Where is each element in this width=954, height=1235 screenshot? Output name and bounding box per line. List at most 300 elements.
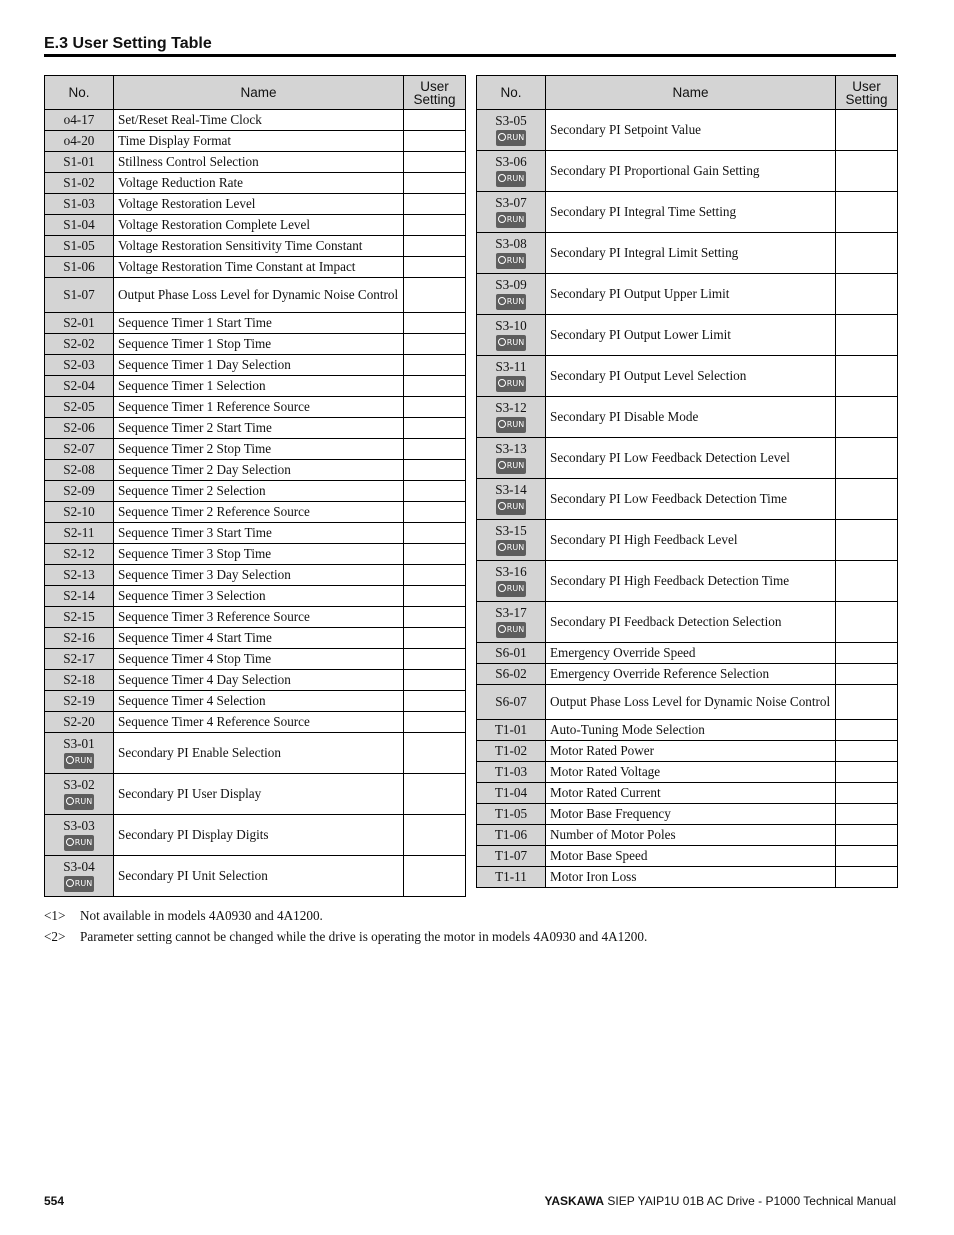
param-number: S2-06 [63,420,95,435]
run-badge-icon [496,171,526,187]
run-badge-icon [64,835,94,851]
column-header-name: Name [114,76,404,110]
param-number: S1-02 [63,175,95,190]
param-number-cell [45,355,114,376]
table-row [477,520,898,561]
param-name: Secondary PI High Feedback Level [546,520,836,561]
param-name: Sequence Timer 1 Selection [114,376,404,397]
param-name: Motor Rated Power [546,741,836,762]
user-setting-cell [404,774,466,815]
user-setting-cell [404,523,466,544]
param-number-cell [477,720,546,741]
user-setting-cell [836,479,898,520]
user-setting-cell [404,152,466,173]
param-number-cell [477,804,546,825]
param-name: Secondary PI Output Upper Limit [546,274,836,315]
param-number-cell [45,313,114,334]
param-number: S6-01 [495,645,527,660]
power-circle-icon [498,420,506,428]
param-number-cell [477,356,546,397]
power-circle-icon [498,338,506,346]
param-number: S1-01 [63,154,95,169]
table-row [45,502,466,523]
param-number-cell [477,783,546,804]
table-row [45,815,466,856]
run-badge-icon [496,335,526,351]
param-number: S2-14 [63,588,95,603]
param-number: T1-02 [494,743,528,758]
table-row [45,439,466,460]
param-name: Secondary PI Low Feedback Detection Level [546,438,836,479]
user-setting-cell [404,313,466,334]
user-setting-cell [836,804,898,825]
param-name: Motor Rated Current [546,783,836,804]
run-badge-icon [64,794,94,810]
param-number-cell [477,825,546,846]
run-badge-icon [496,581,526,597]
manual-name: SIEP YAIP1U 01B AC Drive - P1000 Technical Manual [607,1194,896,1208]
param-name: Sequence Timer 2 Reference Source [114,502,404,523]
param-number-cell [477,192,546,233]
run-badge-label: RUN [506,420,525,429]
run-badge-label: RUN [506,215,525,224]
param-number: S6-02 [495,666,527,681]
param-number-cell [477,867,546,888]
user-setting-cell [836,356,898,397]
param-number: o4-17 [63,112,95,127]
param-number-cell [45,152,114,173]
param-number: S2-16 [63,630,95,645]
user-setting-table-right [476,75,898,888]
param-name: Output Phase Loss Level for Dynamic Noise Control [546,685,836,720]
param-number: S1-06 [63,259,95,274]
run-badge-label: RUN [506,174,525,183]
param-number: S2-15 [63,609,95,624]
param-name: Emergency Override Reference Selection [546,664,836,685]
param-name: Voltage Restoration Level [114,194,404,215]
user-setting-cell [404,712,466,733]
user-setting-cell [404,586,466,607]
table-row [45,774,466,815]
run-badge-label: RUN [506,256,525,265]
param-number-cell [45,481,114,502]
param-name: Sequence Timer 4 Selection [114,691,404,712]
param-number: T1-05 [494,806,528,821]
power-circle-icon [498,297,506,305]
power-circle-icon [498,133,506,141]
param-name: Secondary PI High Feedback Detection Time [546,561,836,602]
run-badge-icon [496,294,526,310]
user-setting-cell [836,762,898,783]
param-number: S2-07 [63,441,95,456]
param-number: S3-10 [495,318,527,333]
table-row [477,720,898,741]
user-setting-cell [836,741,898,762]
user-setting-cell [404,544,466,565]
param-number: S3-16 [495,564,527,579]
param-number: S3-05 [495,113,527,128]
power-circle-icon [498,174,506,182]
run-badge-icon [496,253,526,269]
table-row [45,110,466,131]
user-setting-cell [404,856,466,897]
param-name: Secondary PI Integral Limit Setting [546,233,836,274]
column-header-no: No. [45,76,114,110]
user-setting-cell [404,502,466,523]
param-number-cell [477,315,546,356]
table-row [477,110,898,151]
footnote-tag: <2> [44,929,66,944]
param-name: Secondary PI Output Level Selection [546,356,836,397]
param-name: Secondary PI Output Lower Limit [546,315,836,356]
param-number: S2-18 [63,672,95,687]
run-badge-label: RUN [74,879,93,888]
param-number: T1-03 [494,764,528,779]
user-setting-cell [404,460,466,481]
param-name: Motor Rated Voltage [546,762,836,783]
param-number: S3-06 [495,154,527,169]
param-name: Sequence Timer 1 Start Time [114,313,404,334]
manual-title [544,1194,896,1208]
param-number: S3-17 [495,605,527,620]
param-name: Number of Motor Poles [546,825,836,846]
param-number-cell [477,685,546,720]
param-number-cell [477,151,546,192]
user-setting-cell [404,397,466,418]
user-setting-cell [836,110,898,151]
power-circle-icon [66,838,74,846]
param-number: S2-20 [63,714,95,729]
user-setting-cell [836,664,898,685]
param-name: Sequence Timer 2 Start Time [114,418,404,439]
user-setting-cell [404,173,466,194]
user-setting-cell [404,215,466,236]
table-row [45,355,466,376]
run-badge-icon [64,753,94,769]
run-badge-icon [496,212,526,228]
table-row [45,397,466,418]
param-number: S1-03 [63,196,95,211]
user-setting-table-left [44,75,466,897]
param-name: Output Phase Loss Level for Dynamic Noise Control [114,278,404,313]
user-setting-cell [836,151,898,192]
power-circle-icon [66,879,74,887]
param-number: S2-12 [63,546,95,561]
power-circle-icon [498,502,506,510]
power-circle-icon [498,625,506,633]
table-row [45,586,466,607]
run-badge-label: RUN [506,297,525,306]
table-row [477,479,898,520]
param-number-cell [477,274,546,315]
param-number: T1-01 [494,722,528,737]
param-name: Sequence Timer 1 Day Selection [114,355,404,376]
param-number-cell [45,565,114,586]
user-setting-cell [404,131,466,152]
param-name: Secondary PI Enable Selection [114,733,404,774]
param-number-cell [45,774,114,815]
param-name: Sequence Timer 3 Reference Source [114,607,404,628]
run-badge-label: RUN [506,625,525,634]
user-setting-cell [836,520,898,561]
power-circle-icon [498,543,506,551]
table-row [477,741,898,762]
user-setting-cell [404,278,466,313]
table-row [45,236,466,257]
param-number: S2-10 [63,504,95,519]
user-setting-cell [404,439,466,460]
param-number-cell [45,194,114,215]
run-badge-icon [496,417,526,433]
param-number: S3-13 [495,441,527,456]
param-number: T1-06 [494,827,528,842]
table-row [45,628,466,649]
table-row [45,257,466,278]
param-number: S6-07 [495,694,527,709]
param-number: T1-04 [494,785,528,800]
run-badge-label: RUN [506,461,525,470]
user-setting-cell [404,194,466,215]
user-setting-cell [404,257,466,278]
param-name: Sequence Timer 2 Selection [114,481,404,502]
table-row [45,856,466,897]
user-setting-cell [404,607,466,628]
param-name: Sequence Timer 2 Stop Time [114,439,404,460]
user-setting-cell [404,733,466,774]
table-row [477,356,898,397]
footnotes [44,908,647,950]
param-name: Voltage Restoration Time Constant at Impact [114,257,404,278]
param-number-cell [45,439,114,460]
param-name: Voltage Restoration Complete Level [114,215,404,236]
param-number-cell [45,712,114,733]
param-name: Sequence Timer 3 Stop Time [114,544,404,565]
column-header-no: No. [477,76,546,110]
param-name: Secondary PI Low Feedback Detection Time [546,479,836,520]
param-name: Sequence Timer 3 Selection [114,586,404,607]
param-number: S2-05 [63,399,95,414]
param-name: Sequence Timer 3 Start Time [114,523,404,544]
user-setting-cell [836,867,898,888]
param-number-cell [45,215,114,236]
param-name: Set/Reset Real-Time Clock [114,110,404,131]
param-number-cell [477,438,546,479]
param-number: S2-09 [63,483,95,498]
param-name: Voltage Reduction Rate [114,173,404,194]
footnote-text: Parameter setting cannot be changed while the drive is operating the motor in models 4A0930 and 4A1200. [80,929,648,944]
param-name: Secondary PI Display Digits [114,815,404,856]
user-setting-cell [404,649,466,670]
table-row [45,313,466,334]
param-name: Motor Base Speed [546,846,836,867]
user-setting-cell [836,397,898,438]
user-setting-cell [404,670,466,691]
param-number-cell [45,418,114,439]
param-number-cell [45,397,114,418]
run-badge-icon [496,376,526,392]
param-name: Sequence Timer 4 Reference Source [114,712,404,733]
param-number: o4-20 [63,133,95,148]
user-setting-cell [836,602,898,643]
param-number: S3-15 [495,523,527,538]
param-number-cell [45,131,114,152]
param-number-cell [477,110,546,151]
run-badge-icon [496,130,526,146]
table-row [477,867,898,888]
table-row [477,643,898,664]
user-setting-cell [836,643,898,664]
param-number-cell [45,544,114,565]
table-row [45,152,466,173]
table-row [45,215,466,236]
run-badge-icon [496,540,526,556]
table-row [45,278,466,313]
table-row [477,315,898,356]
user-setting-cell [836,825,898,846]
table-row [45,173,466,194]
param-number-cell [477,762,546,783]
param-number: S2-13 [63,567,95,582]
param-name: Sequence Timer 1 Reference Source [114,397,404,418]
user-setting-cell [836,315,898,356]
param-name: Time Display Format [114,131,404,152]
param-number-cell [45,278,114,313]
table-row [45,544,466,565]
param-number-cell [477,602,546,643]
table-row [45,691,466,712]
param-number-cell [477,397,546,438]
power-circle-icon [498,461,506,469]
table-row [477,762,898,783]
user-setting-cell [836,274,898,315]
run-badge-label: RUN [506,338,525,347]
param-name: Secondary PI Unit Selection [114,856,404,897]
table-row [45,712,466,733]
table-row [477,846,898,867]
table-row [477,274,898,315]
table-row [45,565,466,586]
table-row [477,192,898,233]
column-header-user-setting: User Setting [404,76,466,110]
user-setting-cell [836,561,898,602]
param-number-cell [477,846,546,867]
run-badge-label: RUN [74,838,93,847]
table-row [477,685,898,720]
user-setting-cell [404,815,466,856]
run-badge-label: RUN [506,584,525,593]
table-row [477,664,898,685]
table-row [477,825,898,846]
param-number: S1-05 [63,238,95,253]
table-row [477,602,898,643]
table-row [45,523,466,544]
param-number: S3-01 [63,736,95,751]
param-number: S3-14 [495,482,527,497]
footnote-tag: <1> [44,908,66,923]
title-rule [44,54,896,57]
param-number-cell [45,236,114,257]
param-number-cell [45,815,114,856]
param-number-cell [477,520,546,561]
user-setting-cell [836,192,898,233]
run-badge-icon [64,876,94,892]
user-setting-cell [404,376,466,397]
run-badge-icon [496,458,526,474]
user-setting-cell [404,481,466,502]
param-name: Secondary PI Setpoint Value [546,110,836,151]
table-row [477,783,898,804]
footnote-text: Not available in models 4A0930 and 4A1200. [80,908,323,923]
param-number-cell [477,664,546,685]
user-setting-cell [404,110,466,131]
table-row [45,481,466,502]
param-name: Sequence Timer 2 Day Selection [114,460,404,481]
param-number: S1-04 [63,217,95,232]
param-number: T1-07 [494,848,528,863]
user-setting-cell [404,236,466,257]
param-name: Secondary PI User Display [114,774,404,815]
param-number-cell [45,334,114,355]
param-name: Sequence Timer 4 Stop Time [114,649,404,670]
param-number-cell [477,561,546,602]
param-number-cell [45,523,114,544]
param-number-cell [45,460,114,481]
user-setting-cell [836,438,898,479]
param-name: Sequence Timer 4 Day Selection [114,670,404,691]
run-badge-label: RUN [506,502,525,511]
table-row [45,376,466,397]
param-number: S1-07 [63,287,95,302]
param-number-cell [477,643,546,664]
user-setting-cell [404,628,466,649]
param-name: Secondary PI Disable Mode [546,397,836,438]
user-setting-cell [404,334,466,355]
param-number: T1-11 [495,869,527,884]
param-name: Secondary PI Proportional Gain Setting [546,151,836,192]
param-number: S2-17 [63,651,95,666]
footnote [44,929,647,950]
brand-name: YASKAWA [544,1194,605,1208]
param-name: Sequence Timer 1 Stop Time [114,334,404,355]
power-circle-icon [498,215,506,223]
power-circle-icon [498,256,506,264]
param-number-cell [45,502,114,523]
run-badge-label: RUN [74,756,93,765]
param-number: S2-03 [63,357,95,372]
param-name: Emergency Override Speed [546,643,836,664]
param-name: Sequence Timer 3 Day Selection [114,565,404,586]
param-name: Stillness Control Selection [114,152,404,173]
power-circle-icon [66,756,74,764]
section-title: E.3 User Setting Table [44,35,212,52]
param-number: S2-19 [63,693,95,708]
table-row [477,561,898,602]
param-number: S2-01 [63,315,95,330]
power-circle-icon [66,797,74,805]
table-row [45,670,466,691]
footnote [44,908,647,929]
param-name: Secondary PI Feedback Detection Selection [546,602,836,643]
column-header-name: Name [546,76,836,110]
param-number: S2-08 [63,462,95,477]
run-badge-label: RUN [506,543,525,552]
param-number-cell [477,741,546,762]
param-number: S3-12 [495,400,527,415]
param-number: S3-07 [495,195,527,210]
table-row [477,233,898,274]
param-number-cell [45,607,114,628]
param-number-cell [45,649,114,670]
